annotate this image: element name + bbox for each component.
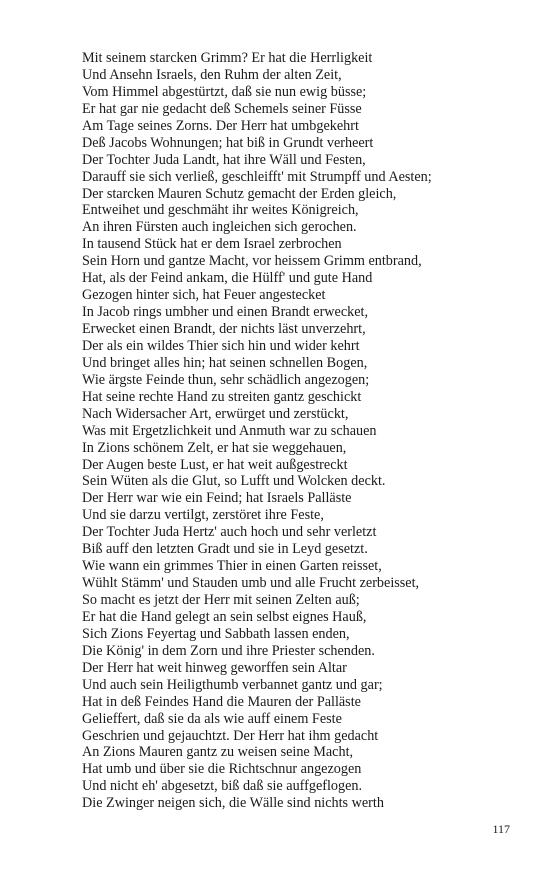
verse-line: Gezogen hinter sich, hat Feuer angestecket — [82, 287, 326, 304]
verse-line: Entweihet und geschmäht ihr weites Königreich, — [82, 202, 359, 219]
verse-line: Am Tage seines Zorns. Der Herr hat umbgekehrt — [82, 117, 359, 134]
verse-line: In Jacob rings umbher und einen Brandt erwecket, — [82, 304, 369, 321]
verse-line: Geschrien und gejauchtzt. Der Herr hat ihm gedacht — [82, 727, 379, 744]
verse-line: Der Herr hat weit hinweg geworffen sein Altar — [82, 659, 347, 676]
verse-line: Sein Horn und gantze Macht, vor heissem Grimm entbrand, — [82, 253, 422, 270]
verse-line: Hat, als der Feind ankam, die Hülff' und gute Hand — [82, 270, 373, 287]
verse-line: Deß Jacobs Wohnungen; hat biß in Grundt verheert — [82, 134, 374, 151]
verse-line: Hat umb und über sie die Richtschnur angezogen — [82, 761, 362, 778]
verse-line: Wühlt Stämm' und Stauden umb und alle Frucht zerbeisset, — [82, 575, 420, 592]
verse-line: Was mit Ergetzlichkeit und Anmuth war zu schauen — [82, 422, 377, 439]
verse-line: Nach Widersacher Art, erwürget und zerstückt, — [82, 405, 349, 422]
verse-line: Der als ein wildes Thier sich hin und wider kehrt — [82, 337, 360, 354]
verse-line: Die Zwinger neigen sich, die Wälle sind nichts werth — [82, 795, 384, 812]
verse-line: So macht es jetzt der Herr mit seinen Zelten auß; — [82, 592, 360, 608]
verse-line: An Zions Mauren gantz zu weisen seine Macht, — [82, 744, 354, 761]
verse-line: In Zions schönem Zelt, er hat sie weggehauen, — [82, 439, 347, 456]
verse-line: Hat seine rechte Hand zu streiten gantz geschickt — [82, 388, 362, 405]
page-number: 117 — [492, 822, 510, 836]
verse-line: Gelieffert, daß sie da als wie auff einem Feste — [82, 710, 342, 727]
verse-line: Vom Himmel abgestürtzt, daß sie nun ewig büsse; — [82, 83, 367, 100]
verse-line: Der Tochter Juda Landt, hat ihre Wäll und Festen, — [82, 151, 366, 168]
verse-line: Der Tochter Juda Hertz' auch hoch und sehr verletzt — [82, 524, 377, 541]
verse-line: In tausend Stück hat er dem Israel zerbrochen — [82, 236, 342, 253]
verse-line: Und auch sein Heiligthumb verbannet gantz und gar; — [82, 676, 383, 693]
verse-line: Sein Wüten als die Glut, so Lufft und Wolcken deckt. — [82, 473, 386, 490]
poem-text — [82, 50, 432, 812]
verse-line: Darauff sie sich verließ, geschleifft' mit Strumpff und Aesten; — [82, 168, 432, 185]
verse-line: Mit seinem starcken Grimm? Er hat die Herrligkeit — [82, 50, 373, 66]
verse-line: Und Ansehn Israels, den Ruhm der alten Zeit, — [82, 66, 342, 83]
verse-line: Der starcken Mauren Schutz gemacht der Erden gleich, — [82, 185, 397, 202]
verse-line: Er hat gar nie gedacht deß Schemels seiner Füsse — [82, 100, 362, 117]
verse-line: Der Herr war wie ein Feind; hat Israels Palläste — [82, 490, 352, 507]
verse-line: Wie wann ein grimmes Thier in einen Garten reisset, — [82, 558, 382, 575]
verse-line: Biß auff den letzten Gradt und sie in Leyd gesetzt. — [82, 541, 368, 558]
verse-line: An ihren Fürsten auch ingleichen sich gerochen. — [82, 219, 357, 236]
verse-line: Wie ärgste Feinde thun, sehr schädlich angezogen; — [82, 371, 370, 388]
verse-line: Erwecket einen Brandt, der nichts läst unverzehrt, — [82, 321, 366, 337]
verse-line: Und sie darzu vertilgt, zerstöret ihre Feste, — [82, 507, 324, 524]
verse-line: Er hat die Hand gelegt an sein selbst eignes Hauß, — [82, 608, 367, 625]
verse-line: Die König' in dem Zorn und ihre Priester schenden. — [82, 642, 375, 659]
verse-line: Und bringet alles hin; hat seinen schnellen Bogen, — [82, 354, 368, 371]
verse-line: Der Augen beste Lust, er hat weit außgestreckt — [82, 456, 348, 473]
verse-line: Hat in deß Feindes Hand die Mauren der Palläste — [82, 693, 361, 710]
verse-line: Sich Zions Feyertag und Sabbath lassen enden, — [82, 625, 350, 642]
verse-line: Und nicht eh' abgesetzt, biß daß sie auffgeflogen. — [82, 778, 363, 795]
